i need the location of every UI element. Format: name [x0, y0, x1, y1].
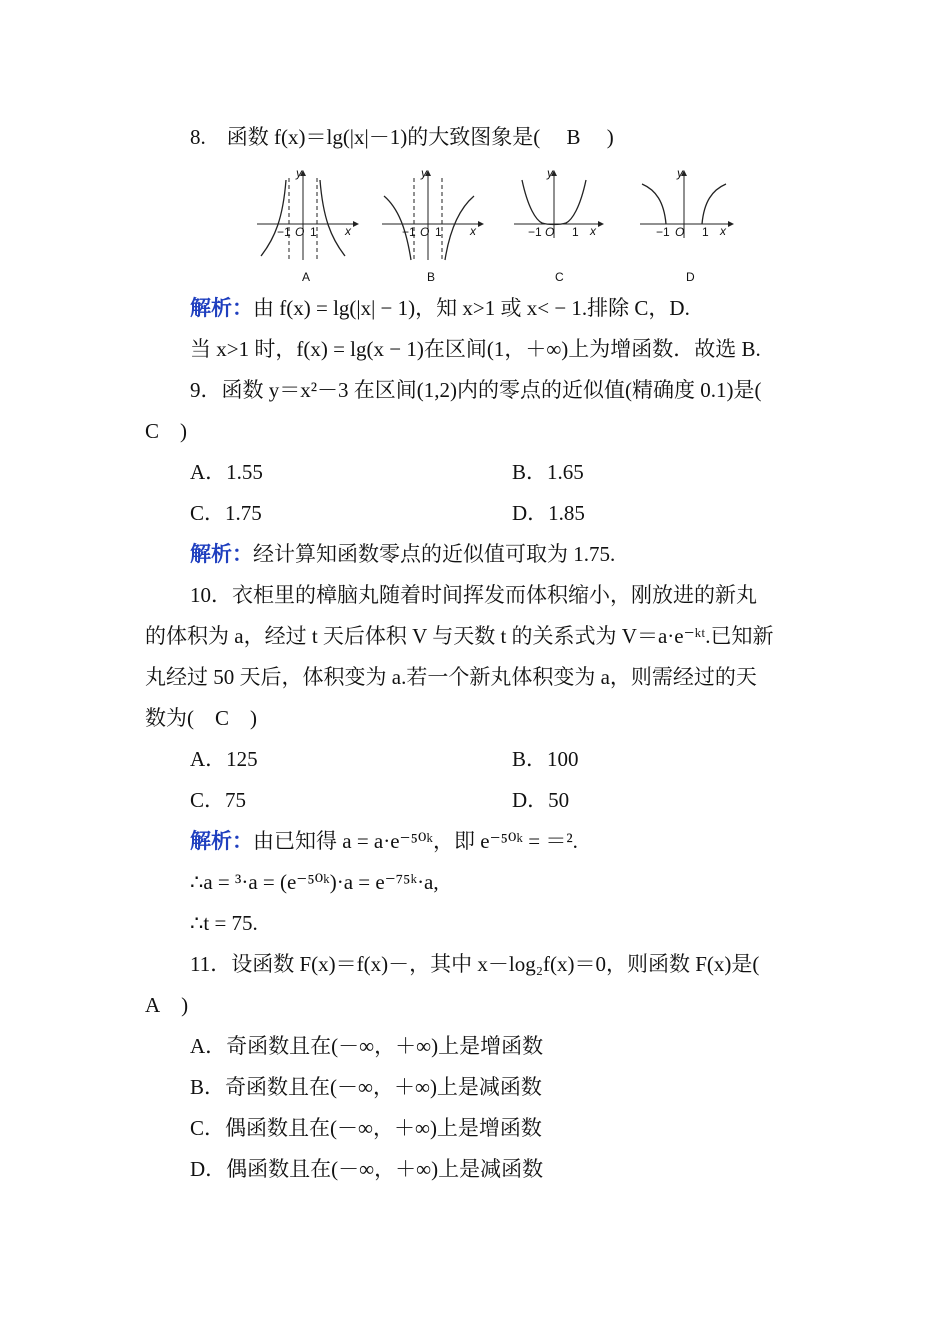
q9-solution-text: 经计算知函数零点的近似值可取为 1.75.	[253, 542, 616, 566]
q9-stem-answer: C )	[145, 419, 187, 443]
origin-label: O	[675, 225, 685, 239]
graph-c-label: C	[555, 270, 564, 284]
graph-d-label: D	[686, 270, 695, 284]
solution-label: 解析：	[190, 542, 253, 566]
q10-option-d: D．50	[512, 788, 570, 812]
origin-label: O	[420, 225, 430, 239]
q9-option-c: C．1.75	[190, 501, 262, 525]
origin-label: O	[545, 225, 555, 239]
solution-label: 解析：	[190, 829, 253, 853]
tick-neg-one: −1	[402, 225, 416, 239]
q8-solution	[190, 294, 690, 322]
q10-stem-line2: 的体积为 a，经过 t 天后体积 V 与天数 t 的关系式为 V＝a·e⁻ᵏᵗ.已知新	[145, 624, 774, 648]
q10-solution	[190, 827, 578, 855]
axis-x-label: x	[345, 224, 351, 238]
tick-one: 1	[435, 225, 442, 239]
q8-solution-line2: 当 x>1 时，f(x) = lg(x − 1)在区间(1，＋∞)上为增函数．故选 B.	[190, 337, 761, 361]
tick-one: 1	[572, 225, 579, 239]
q9-option-b: B．1.65	[512, 460, 584, 484]
axis-x-label: x	[720, 224, 726, 238]
q11-stem-answer: A )	[145, 993, 189, 1017]
tick-neg-one: −1	[277, 225, 291, 239]
origin-label: O	[295, 225, 305, 239]
tick-neg-one: −1	[656, 225, 670, 239]
q10-solution-line2: ∴a = ³·a = (e⁻⁵⁰ᵏ)·a = e⁻⁷⁵ᵏ·a,	[190, 870, 439, 894]
q9-option-d: D．1.85	[512, 501, 585, 525]
q10-option-a: A．125	[190, 747, 258, 771]
tick-one: 1	[702, 225, 709, 239]
q8-stem: 8. 函数 f(x)＝lg(|x|－1)的大致图象是( B )	[190, 125, 614, 149]
axis-y-label: y	[421, 166, 427, 180]
q10-stem-line4: 数为( C )	[145, 706, 257, 730]
q10-solution-text: 由已知得 a = a·e⁻⁵⁰ᵏ，即 e⁻⁵⁰ᵏ = ＝².	[253, 829, 578, 853]
graph-d	[638, 168, 738, 263]
tick-neg-one: −1	[528, 225, 542, 239]
graph-b	[380, 168, 485, 263]
q9-solution	[190, 540, 615, 568]
q9-option-a: A．1.55	[190, 460, 263, 484]
axis-y-label: y	[547, 166, 553, 180]
graph-a	[255, 168, 360, 263]
q10-option-b: B．100	[512, 747, 579, 771]
graph-b-label: B	[427, 270, 436, 284]
q10-option-c: C．75	[190, 788, 247, 812]
q11-option-a: A．奇函数且在(－∞，＋∞)上是增函数	[190, 1034, 544, 1058]
q11-stem: 11．设函数 F(x)＝f(x)－，其中 x－log₂f(x)＝0，则函数 F(x)是(	[190, 952, 760, 976]
graph-c	[512, 168, 607, 263]
axis-y-label: y	[677, 166, 683, 180]
graph-a-label: A	[302, 270, 311, 284]
q10-stem-line1: 10．衣柜里的樟脑丸随着时间挥发而体积缩小，刚放进的新丸	[190, 583, 757, 607]
axis-x-label: x	[590, 224, 596, 238]
q10-stem-line3: 丸经过 50 天后，体积变为 a.若一个新丸体积变为 a，则需经过的天	[145, 665, 757, 689]
q10-solution-line3: ∴t = 75.	[190, 911, 258, 935]
axis-x-label: x	[470, 224, 476, 238]
q9-stem: 9．函数 y＝x²－3 在区间(1,2)内的零点的近似值(精确度 0.1)是(	[190, 378, 762, 402]
q8-solution-text: 由 f(x) = lg(|x| − 1)，知 x>1 或 x< − 1.排除 C，D.	[253, 296, 690, 320]
q11-option-d: D．偶函数且在(－∞，＋∞)上是减函数	[190, 1157, 544, 1181]
axis-y-label: y	[296, 166, 302, 180]
q11-option-b: B．奇函数且在(－∞，＋∞)上是减函数	[190, 1075, 542, 1099]
solution-label: 解析：	[190, 296, 253, 320]
q11-option-c: C．偶函数且在(－∞，＋∞)上是增函数	[190, 1116, 542, 1140]
tick-one: 1	[310, 225, 317, 239]
